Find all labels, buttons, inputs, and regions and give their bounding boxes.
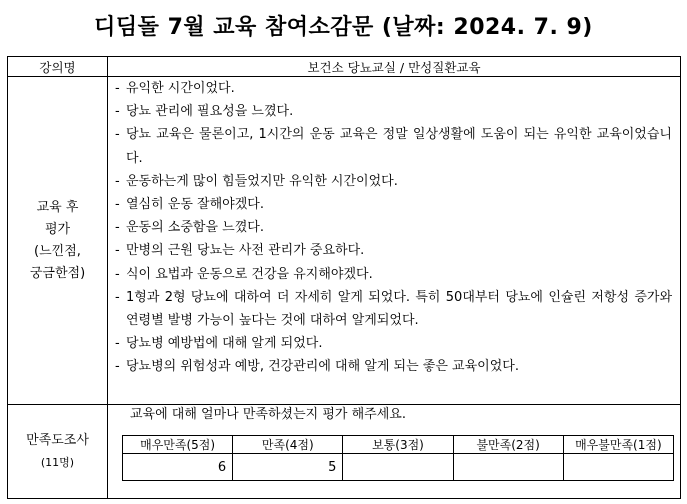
satisfaction-content	[108, 405, 681, 499]
list-item: - 운동하는게 많이 힘들었지만 유익한 시간이었다.	[114, 170, 672, 193]
satisfaction-title: 만족도조사	[26, 432, 89, 448]
list-item: - 당뇨 관리에 필요성을 느꼈다.	[114, 100, 672, 123]
list-item: - 운동의 소중함을 느꼈다.	[114, 216, 672, 239]
respondent-count: (11명)	[40, 455, 75, 469]
lecture-name: 보건소 당뇨교실 / 만성질환교육	[108, 57, 681, 77]
lecture-row	[8, 57, 681, 77]
satisfaction-row	[8, 405, 681, 499]
survey-table	[7, 56, 681, 499]
value-cell	[343, 454, 453, 481]
value-cell: 6	[123, 454, 233, 481]
list-item: - 1형과 2형 당뇨에 대하여 더 자세히 알게 되었다. 특히 50대부터 당뇨에 인슐린 저항성 증가와 연령별 발병 가능이 높다는 것에 대하여 알게되었다.	[114, 286, 672, 332]
evaluation-label-line: 평가	[44, 221, 71, 237]
list-item: - 유익한 시간이었다.	[114, 77, 672, 100]
satisfaction-label	[8, 405, 108, 499]
column-header: 보통(3점)	[343, 436, 453, 454]
satisfaction-value-row	[123, 454, 674, 481]
value-cell	[453, 454, 563, 481]
column-header: 만족(4점)	[233, 436, 343, 454]
list-item: - 식이 요법과 운동으로 건강을 유지해야겠다.	[114, 263, 672, 286]
column-header: 매우불만족(1점)	[563, 436, 673, 454]
page-title: 디딤돌 7월 교육 참여소감문 (날짜: 2024. 7. 9)	[94, 15, 593, 40]
evaluation-label	[8, 77, 108, 405]
value-cell	[563, 454, 673, 481]
satisfaction-question: 교육에 대해 얼마나 만족하셨는지 평가 해주세요.	[130, 407, 406, 422]
column-header: 불만족(2점)	[453, 436, 563, 454]
list-item: - 만병의 근원 당뇨는 사전 관리가 중요하다.	[114, 239, 672, 262]
lecture-label: 강의명	[8, 57, 108, 77]
evaluation-list	[114, 77, 672, 379]
evaluation-label-line: (느낀점,	[34, 243, 81, 259]
satisfaction-table	[122, 435, 674, 481]
list-item: - 열심히 운동 잘해야겠다.	[114, 193, 672, 216]
value-cell: 5	[233, 454, 343, 481]
column-header: 매우만족(5점)	[123, 436, 233, 454]
satisfaction-header-row	[123, 436, 674, 454]
evaluation-label-line: 교육 후	[36, 199, 79, 215]
list-item: - 당뇨 교육은 물론이고, 1시간의 운동 교육은 정말 일상생활에 도움이 되는 유익한 교육이었습니다.	[114, 123, 672, 169]
evaluation-content	[108, 77, 681, 405]
list-item: - 당뇨병 예방법에 대해 알게 되었다.	[114, 332, 672, 355]
evaluation-label-line: 궁금한점)	[29, 265, 86, 281]
list-item: - 당뇨병의 위험성과 예방, 건강관리에 대해 알게 되는 좋은 교육이었다.	[114, 355, 672, 378]
evaluation-row	[8, 77, 681, 405]
